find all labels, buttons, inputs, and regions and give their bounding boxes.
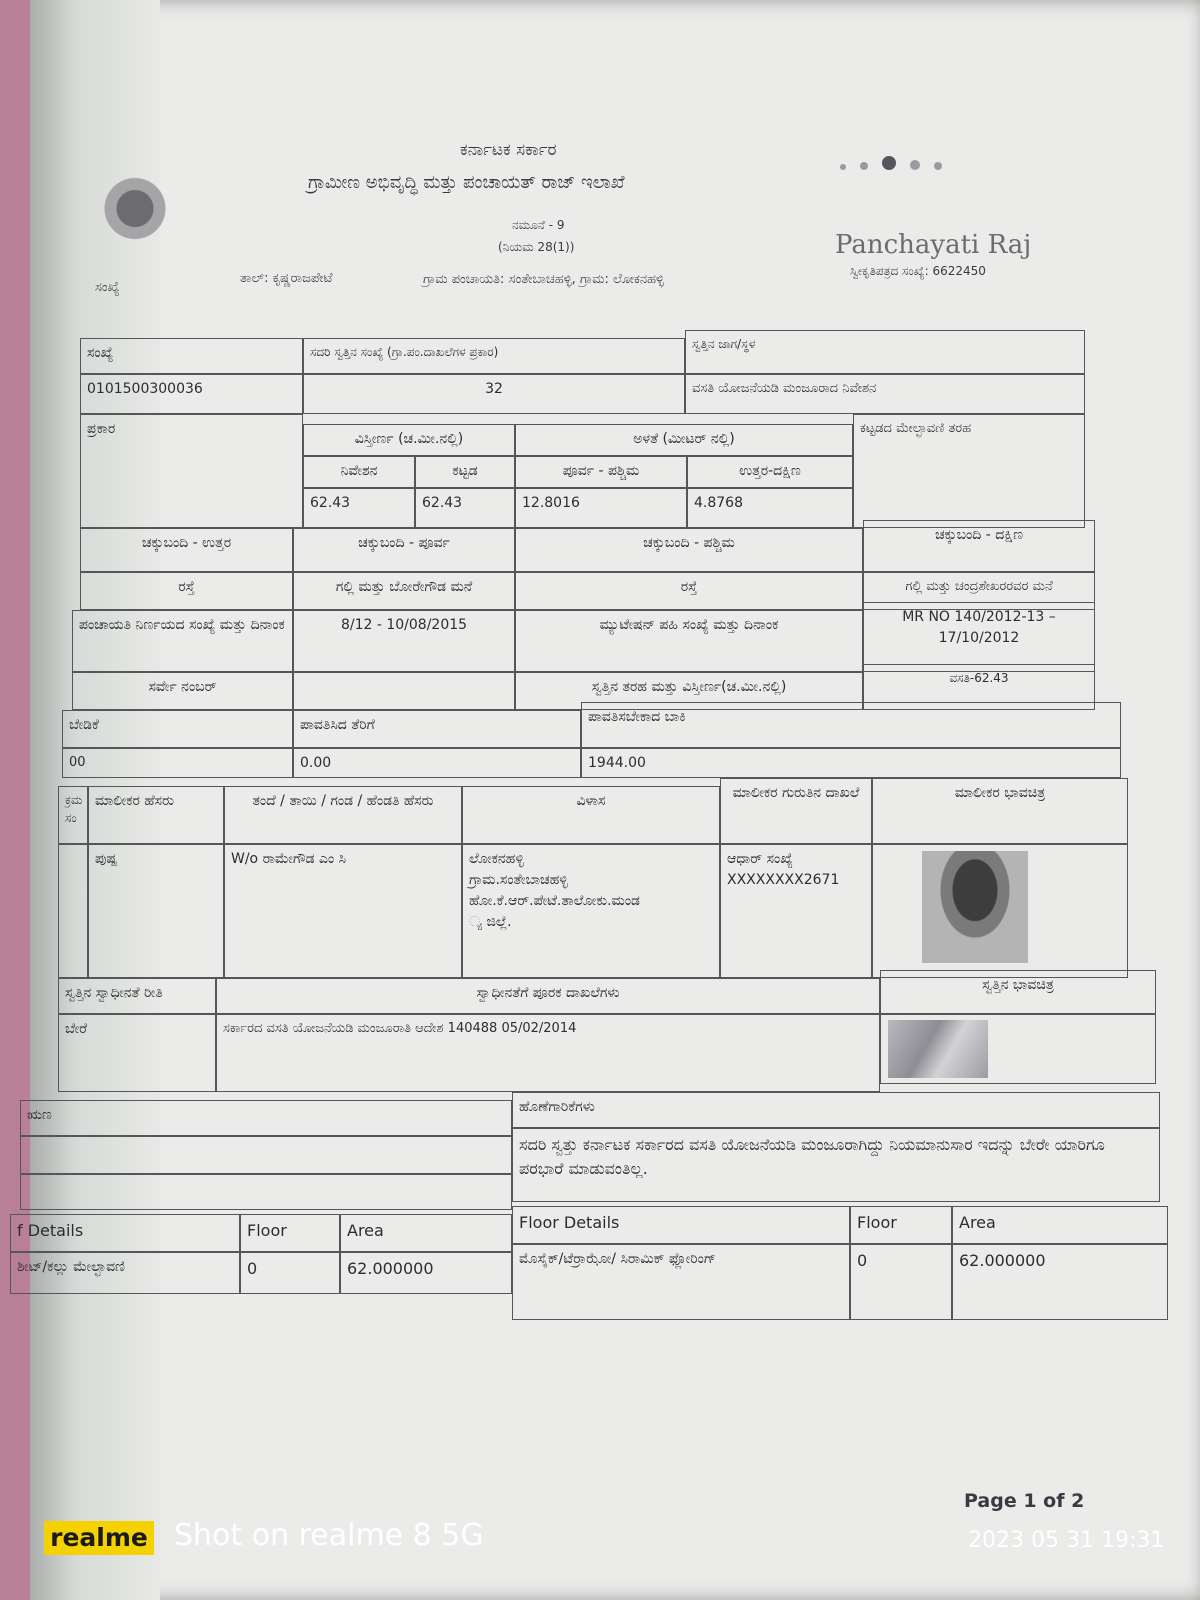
boundary-east-label: ಚಕ್ಕುಬಂದಿ - ಪೂರ್ವ [293,528,515,572]
emblem-label: ಸಂಖ್ಯೆ [95,280,120,295]
mutation-label: ಮ್ಯುಟೇಷನ್ ಪಹಿ ಸಂಖ್ಯೆ ಮತ್ತು ದಿನಾಂಕ [515,610,863,672]
owner-address-line1: ಲೋಕನಹಳ್ಳಿ [469,851,524,867]
owner-address-line2: ಗ್ರಾಮ.ಸಂತೇಬಾಚಹಳ್ಳಿ [469,872,568,888]
camera-watermark-text: Shot on realme 8 5G [174,1518,484,1553]
acquisition-mode-label: ಸ್ವತ್ತಿನ ಸ್ವಾಧೀನತೆ ರೀತಿ [58,978,216,1014]
roof-area-value: 62.000000 [340,1252,512,1294]
building-label: ಕಟ್ಟಡ [415,456,515,488]
roof-type-value: ಶೀಟ್/ಕಲ್ಲು ಮೇಲ್ಛಾವಣಿ [10,1252,240,1294]
owner-sl-header: ಕ್ರಮ ಸಂ [58,786,88,844]
camera-brand-badge: realme [44,1521,154,1555]
acquisition-docs-value: ಸರ್ಕಾರದ ವಸತಿ ಯೋಜನೆಯಡಿ ಮಂಜೂರಾತಿ ಆದೇಶ 140488 05/02/2014 [216,1014,880,1092]
boundary-south-value: ಗಲ್ಲಿ ಮತ್ತು ಚಂದ್ರಶೇಖರರವರ ಮನೆ [863,572,1095,610]
property-photo-label: ಸ್ವತ್ತಿನ ಭಾವಚಿತ್ರ [880,970,1156,1014]
tax-demand-label: ಬೇಡಿಕೆ [62,710,293,748]
property-type-label: ಪ್ರಕಾರ [80,414,303,528]
property-nature-value: ವಸತಿ-62.43 [863,664,1095,710]
property-id-label: ಸಂಖ್ಯೆ [80,338,303,374]
location-label: ಸ್ವತ್ತಿನ ಜಾಗ/ಸ್ಥಳ [685,330,1085,374]
roof-details-header: f Details [10,1214,240,1252]
acquisition-docs-label: ಸ್ವಾಧೀನತೆಗೆ ಪೂರಕ ದಾಖಲೆಗಳು [216,978,880,1014]
survey-number-label: ಸರ್ವೇ ನಂಬರ್ [72,672,293,710]
boundary-south-label: ಚಕ್ಕುಬಂದಿ - ದಕ್ಷಿಣ [863,520,1095,572]
owner-address-line3: ಹೋ.ಕೆ.ಆರ್.ಪೇಟೆ.ತಾಲೋಕು.ಮಂಡ [469,893,640,909]
owner-relation-header: ತಂದೆ / ತಾಯಿ / ಗಂಡ / ಹೆಂಡತಿ ಹೆಸರು [224,786,462,844]
roof-area-header: Area [340,1214,512,1252]
owner-name-value: ಪುಷ್ಪ [88,844,224,978]
header-rule: (ನಿಯಮ 28(1)) [498,240,575,254]
panchayati-raj-logo: Panchayati Raj [835,230,1032,260]
measurement-label: ಅಳತೆ (ಮೀಟರ್ ನಲ್ಲಿ) [515,424,853,456]
tax-paid-value: 0.00 [293,748,581,778]
liabilities-left-blank-2 [20,1174,512,1210]
floor-details-header: Floor Details [512,1206,850,1244]
resolution-value: 8/12 - 10/08/2015 [293,610,515,672]
camera-watermark-datetime: 2023 05 31 19:31 [968,1528,1165,1553]
owner-id-cell [720,844,872,978]
east-west-label: ಪೂರ್ವ - ಪಶ್ಚಿಮ [515,456,687,488]
tax-paid-label: ಪಾವತಿಸಿದ ತೆರಿಗೆ [293,710,581,748]
header-department: ಗ್ರಾಮೀಣ ಅಭಿವೃದ್ಧಿ ಮತ್ತು ಪಂಚಾಯತ್ ರಾಜ್ ಇಲಾಖೆ [308,172,625,193]
floor-area-header: Area [952,1206,1168,1244]
owner-id-value: XXXXXXXX2671 [727,872,840,888]
liabilities-left-blank-1 [20,1136,512,1174]
mutation-value: MR NO 140/2012-13 – 17/10/2012 [863,602,1095,672]
acquisition-mode-value: ಬೇರೆ [58,1014,216,1092]
tax-balance-value: 1944.00 [581,748,1121,778]
north-south-label: ಉತ್ತರ-ದಕ್ಷಿಣ [687,456,853,488]
owner-photo [922,851,1028,963]
boundary-west-value: ರಸ್ತೆ [515,572,863,610]
header-taluk: ತಾಲ್: ಕೃಷ್ಣರಾಜಪೇಟೆ [240,271,333,286]
old-number-value: 32 [303,374,685,414]
location-value: ವಸತಿ ಯೋಜನೆಯಡಿ ಮಂಜೂರಾದ ನಿವೇಶನ [685,374,1085,414]
liabilities-label: ಹೊಣೆಗಾರಿಕೆಗಳು [512,1092,1160,1128]
boundary-west-label: ಚಕ್ಕುಬಂದಿ - ಪಶ್ಚಿಮ [515,528,863,572]
floor-floor-value: 0 [850,1244,952,1320]
boundary-north-value: ರಸ್ತೆ [80,572,293,610]
owner-address-header: ವಿಳಾಸ [462,786,720,844]
owner-name-header: ಮಾಲೀಕರ ಹೆಸರು [88,786,224,844]
building-area-value: 62.43 [415,488,515,528]
roof-floor-header: Floor [240,1214,340,1252]
roof-type-label: ಕಟ್ಟಡದ ಮೇಲ್ಛಾವಣಿ ತರಹ [853,414,1085,528]
property-photo [888,1020,988,1078]
site-label: ನಿವೇಶನ [303,456,415,488]
page-number: Page 1 of 2 [964,1490,1085,1512]
floor-type-value: ಮೊಸೈಕ್/ಟೆರ್ರಾಝೋ/ ಸಿರಾಮಿಕ್ ಫ್ಲೋರಿಂಗ್ [512,1244,850,1320]
survey-number-value [293,672,515,710]
property-nature-label: ಸ್ವತ್ತಿನ ತರಹ ಮತ್ತು ವಿಸ್ತೀರ್ಣ(ಚ.ಮೀ.ನಲ್ಲಿ) [515,672,863,710]
tax-demand-value: 00 [62,748,293,778]
panchayati-raj-dots-icon [840,155,1000,195]
old-number-label: ಸದರಿ ಸ್ವತ್ತಿನ ಸಂಖ್ಯೆ (ಗ್ರಾ.ಪಂ.ದಾಖಲೆಗಳ ಪ್ರಕಾರ) [303,338,685,374]
property-id-value: 0101500300036 [80,374,303,414]
owner-id-type: ಆಧಾರ್ ಸಂಖ್ಯೆ [727,851,793,867]
east-west-value: 12.8016 [515,488,687,528]
header-government: ಕರ್ನಾಟಕ ಸರ್ಕಾರ [460,140,557,160]
liabilities-left-label: ಋಣ [20,1100,512,1136]
owner-id-header: ಮಾಲೀಕರ ಗುರುತಿನ ದಾಖಲೆ [720,778,872,844]
header-ack-number: ಸ್ವೀಕೃತಿಪತ್ರದ ಸಂಖ್ಯೆ: 6622450 [850,264,986,278]
floor-floor-header: Floor [850,1206,952,1244]
owner-address-cell [462,844,720,978]
header-panchayat: ಗ್ರಾಮ ಪಂಚಾಯತಿ: ಸಂತೇಬಾಚಹಳ್ಳಿ, ಗ್ರಾಮ: ಲೋಕನಹಳ್ಳಿ [423,272,664,287]
boundary-north-label: ಚಕ್ಕುಬಂದಿ - ಉತ್ತರ [80,528,293,572]
floor-area-value: 62.000000 [952,1244,1168,1320]
boundary-east-value: ಗಲ್ಲಿ ಮತ್ತು ಬೋರೇಗೌಡ ಮನೆ [293,572,515,610]
owner-address-line4: ್ಯ ಜಿಲ್ಲೆ. [469,914,512,930]
site-area-value: 62.43 [303,488,415,528]
tax-balance-label: ಪಾವತಿಸಬೇಕಾದ ಬಾಕಿ [581,702,1121,748]
roof-floor-value: 0 [240,1252,340,1294]
owner-relation-value: W/o ರಾಮೇಗೌಡ ಎಂ ಸಿ [224,844,462,978]
liabilities-value: ಸದರಿ ಸ್ವತ್ತು ಕರ್ನಾಟಕ ಸರ್ಕಾರದ ವಸತಿ ಯೋಜನೆಯಡಿ ಮಂಜೂರಾಗಿದ್ದು ನಿಯಮಾನುಸಾರ ಇದನ್ನು ಬೇರೇ ಯಾರಿಗೂ ಪರಭಾರೆ ಮಾಡುವಂತಿಲ್ಲ. [512,1128,1160,1202]
owner-sl-value [58,844,88,978]
north-south-value: 4.8768 [687,488,853,528]
karnataka-emblem-icon [100,150,170,280]
header-form-no: ನಮೂನೆ - 9 [512,218,565,232]
owner-photo-header: ಮಾಲೀಕರ ಭಾವಚಿತ್ರ [872,778,1128,844]
area-label: ವಿಸ್ತೀರ್ಣ (ಚ.ಮೀ.ನಲ್ಲಿ) [303,424,515,456]
resolution-label: ಪಂಚಾಯತಿ ನಿರ್ಣಯದ ಸಂಖ್ಯೆ ಮತ್ತು ದಿನಾಂಕ [72,610,293,672]
